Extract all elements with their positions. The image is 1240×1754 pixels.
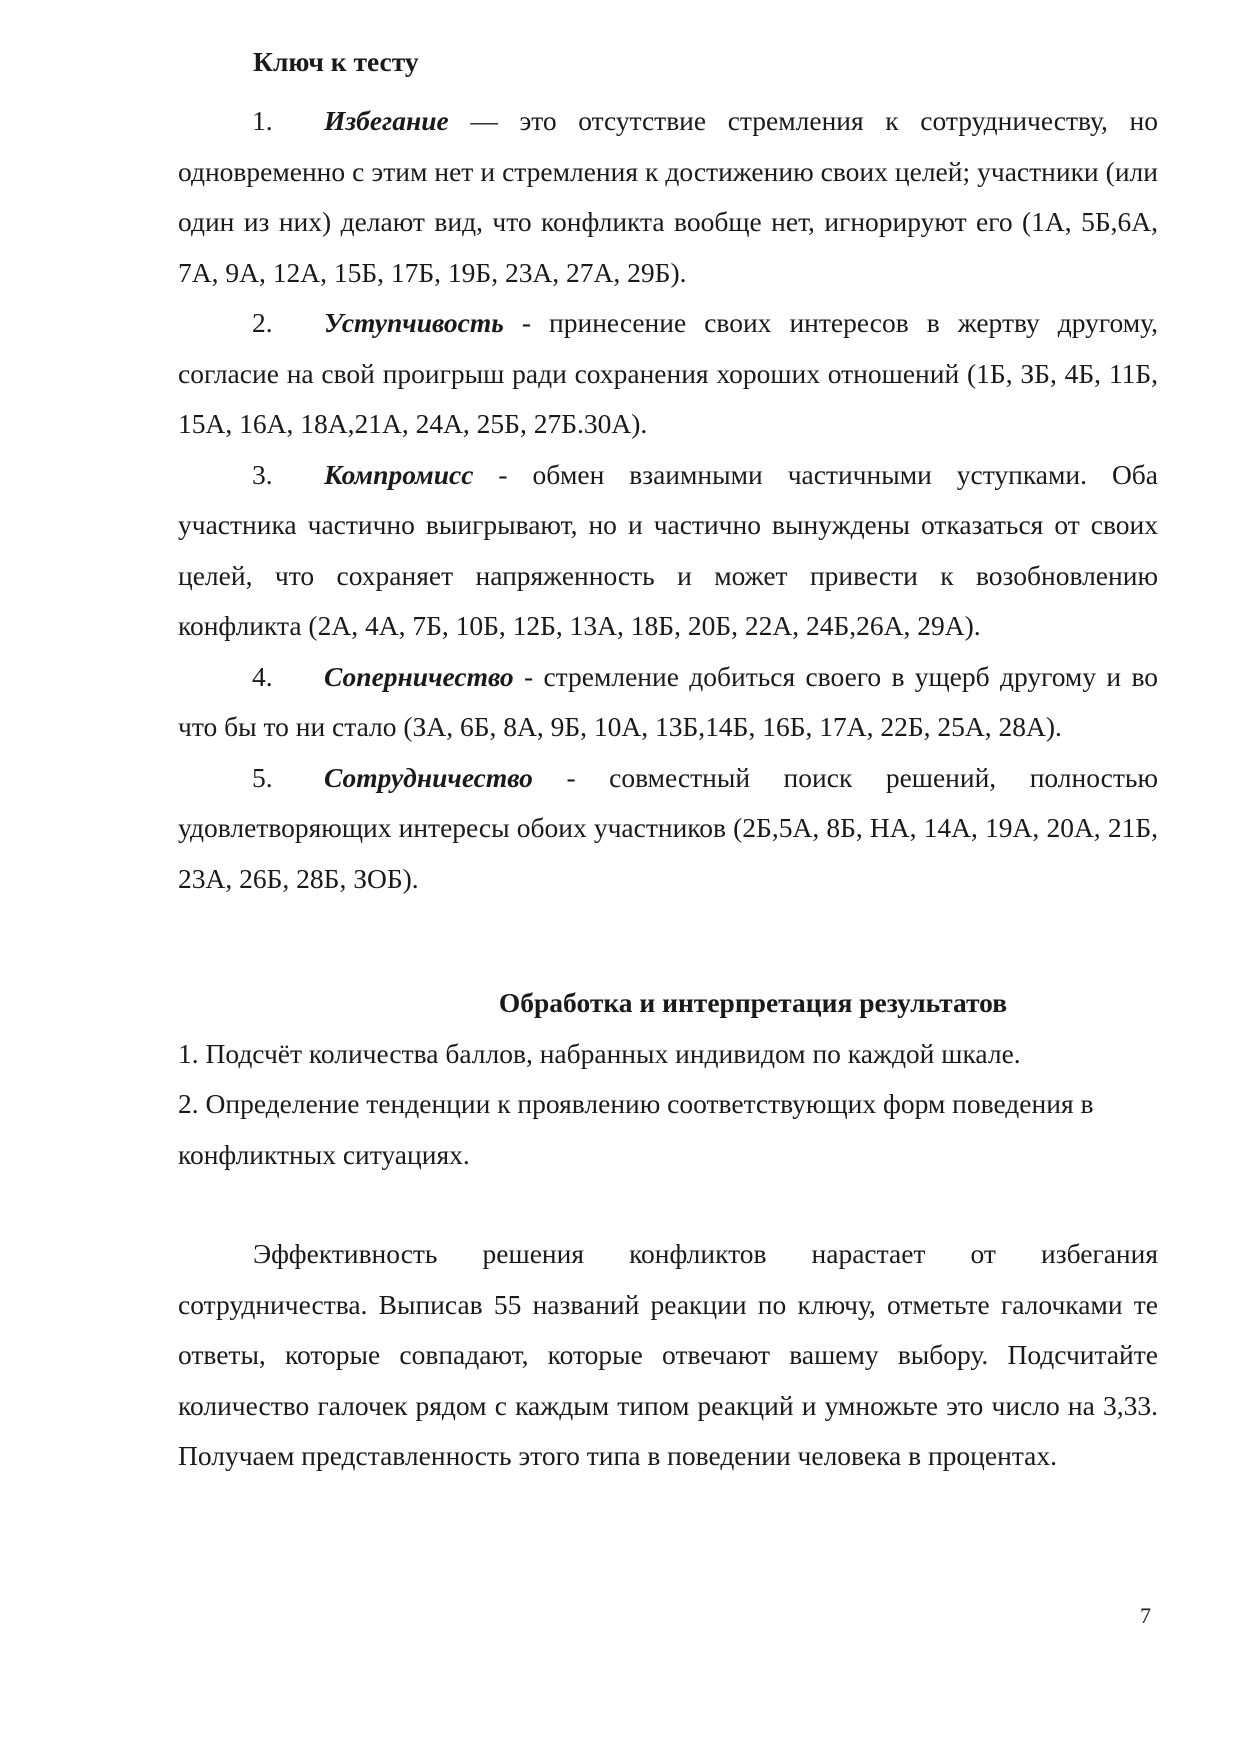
effectiveness-paragraph: Эффективность решения конфликтов нарастает от избегания сотрудничества. Выписав 55 названий реакции по ключу, отметьте галочками те ответы, которые совпадают, которые отвечают вашему выбору. Подсчитайте количество галочек рядом с каждым типом реакций и умножьте это число на 3,33. Получаем представленность этого типа в поведении человека в процентах. xyxy=(178,1238,1158,1471)
item-number: 4. xyxy=(252,660,273,692)
key-item-accommodation xyxy=(178,298,1158,450)
key-heading: Ключ к тесту xyxy=(253,46,419,77)
key-list xyxy=(178,96,1158,904)
item-number: 3. xyxy=(252,458,273,490)
key-item-collaboration xyxy=(178,753,1158,905)
processing-step: 1. Подсчёт количества баллов, набранных индивидом по каждой шкале. xyxy=(178,1037,1021,1069)
processing-step: 2. Определение тенденции к проявлению соответствующих форм поведения в конфликтных ситуациях. xyxy=(178,1088,1094,1170)
item-text: - совместный поиск решений, полностью удовлетворяющих интересы обоих участников (2Б,5А, 8Б, НА, 14А, 19А, 20А, 21Б, 23А, 26Б, 28Б, ЗОБ). xyxy=(178,761,1158,894)
item-text: - обмен взаимными частичными уступками. Оба участника частично выигрывают, но и частично вынуждены отказаться от своих целей, что сохраняет напряженность и может привести к возобновлению конфликта (2А, 4А, 7Б, 10Б, 12Б, 13А, 18Б, 20Б, 22А, 24Б,26А, 29А). xyxy=(178,458,1158,641)
processing-heading: Обработка и интерпретация результатов xyxy=(498,987,1008,1018)
key-item-compromise xyxy=(178,450,1158,652)
item-text: — это отсутствие стремления к сотрудничеству, но одновременно с этим нет и стремления к достижению своих целей; участники (или один из них) делают вид, что конфликта вообще нет, игнорируют его (1А, 5Б,6А, 7А, 9А, 12А, 15Б, 17Б, 19Б, 23А, 27А, 29Б). xyxy=(178,105,1158,288)
item-term: Сотрудничество xyxy=(324,761,533,793)
item-term: Избегание xyxy=(324,105,449,136)
item-term: Уступчивость xyxy=(324,307,504,338)
page-number: 7 xyxy=(1140,1603,1151,1628)
item-text: - принесение своих интересов в жертву другому, согласие на свой проигрыш ради сохранения хороших отношений (1Б, ЗБ, 4Б, 11Б, 15А, 16А, 18А,21А, 24А, 25Б, 27Б.30А). xyxy=(178,307,1158,439)
item-term: Соперничество xyxy=(324,660,514,692)
item-text: - стремление добиться своего в ущерб другому и во что бы то ни стало (ЗА, 6Б, 8А, 9Б, 10А, 13Б,14Б, 16Б, 17А, 22Б, 25А, 28А). xyxy=(178,660,1158,742)
item-number: 1. xyxy=(252,105,273,136)
item-term: Компромисс xyxy=(324,458,474,490)
key-item-avoidance xyxy=(178,96,1158,298)
document-page xyxy=(178,38,1158,1482)
item-number: 2. xyxy=(252,307,273,338)
item-number: 5. xyxy=(252,761,273,793)
key-item-competition xyxy=(178,652,1158,753)
